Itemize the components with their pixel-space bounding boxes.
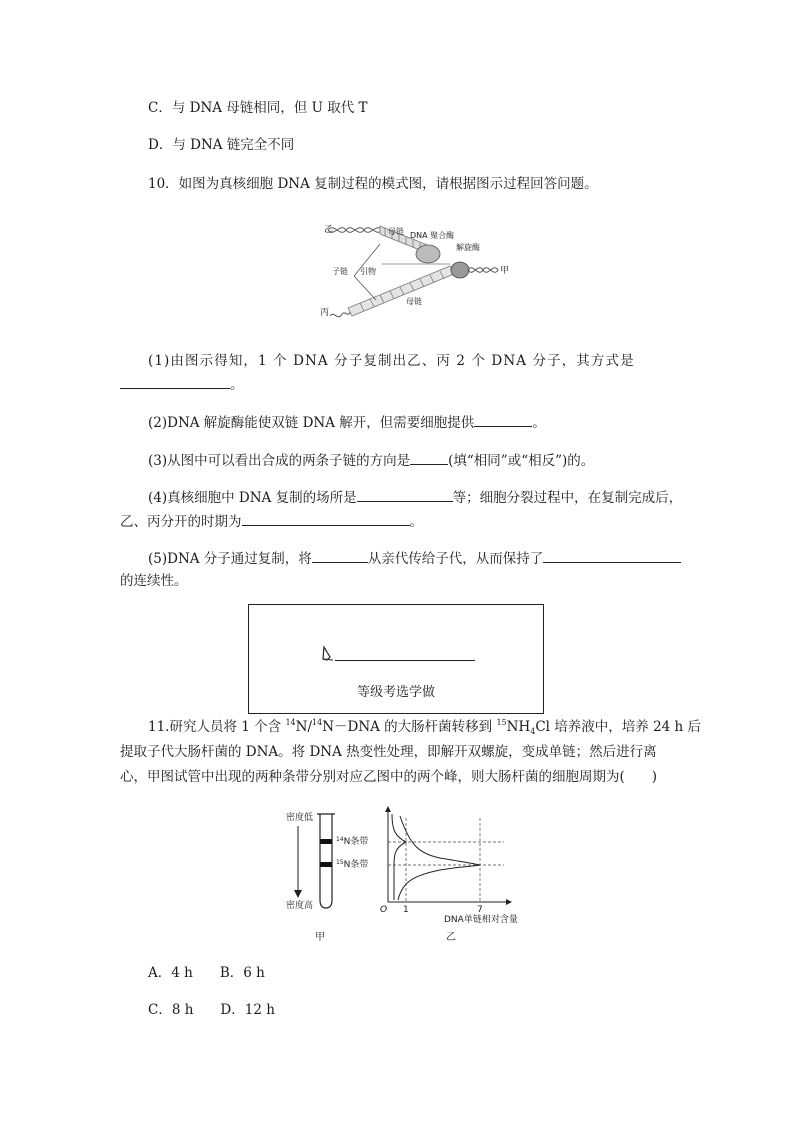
dna-polymerase-shape: [416, 245, 440, 263]
label-zilian: 子链: [332, 267, 348, 276]
section-box: [248, 604, 544, 714]
q10-sub2: (2)DNA 解旋酶能使双链 DNA 解开，但需要细胞提供 。: [148, 412, 546, 432]
band14-label: $^{14}$N条带: [336, 836, 369, 847]
q10-sub1-line2: 。: [120, 374, 244, 394]
density-low-label: 密度低: [286, 813, 314, 823]
option-d: D．与 DNA 链完全不同: [148, 137, 295, 153]
pencil-icon: [321, 645, 335, 663]
curve-15n: [398, 816, 480, 900]
label-muliang-top: 母链: [388, 227, 404, 236]
caption-jia: 甲: [315, 932, 325, 943]
q11-options-ab[interactable]: A．4 h B．6 h: [148, 965, 265, 981]
test-tube: [320, 814, 332, 908]
svg-text:1: 1: [403, 905, 409, 915]
caption-yi: 乙: [446, 932, 456, 943]
label-muliang-bottom: 母链: [406, 297, 422, 306]
q11-line1: 11.研究人员将 1 个含 $^{14}$N/$^{14}$N－DNA 的大肠杆菌转移到 $^{15}NH_4Cl$ 培养液中，培养 24 h 后: [148, 718, 702, 736]
q10-stem: 10．如图为真核细胞 DNA 复制过程的模式图，请根据图示过程回答问题。: [148, 176, 598, 192]
section-box-rule: [335, 660, 475, 661]
band15-label: $^{15}$N条带: [336, 859, 369, 870]
density-high-label: 密度高: [286, 901, 314, 911]
figure-jia-tube: [278, 808, 388, 944]
figure-yi-curve: [380, 806, 550, 946]
answer-blank-1[interactable]: [120, 374, 230, 389]
answer-blank-4[interactable]: [357, 487, 453, 502]
band-14n: [320, 839, 332, 844]
label-bing: 丙: [320, 308, 330, 318]
dna-replication-figure: [310, 214, 510, 322]
label-dna-polymerase: DNA 聚合酶: [410, 231, 455, 240]
label-yinwu: 引物: [360, 267, 376, 276]
helicase-shape: [451, 262, 469, 278]
q10-sub3: (3)从图中可以看出合成的两条子链的方向是 (填“相同”或“相反”)的。: [148, 450, 594, 470]
answer-blank-5[interactable]: [242, 511, 410, 526]
answer-blank-3[interactable]: [410, 450, 448, 465]
answer-blank-2[interactable]: [474, 412, 532, 427]
yi-helix: [328, 228, 382, 233]
section-box-title: 等级考选学做: [356, 685, 435, 700]
q11-options-cd[interactable]: C．8 h D．12 h: [148, 1002, 275, 1018]
q10-sub1-line1: (1)由图示得知，1 个 DNA 分子复制出乙、丙 2 个 DNA 分子，其方式是: [148, 353, 635, 369]
svg-text:7: 7: [477, 905, 483, 915]
q10-sub4-line2: 乙、丙分开的时期为 。: [120, 511, 423, 531]
q11-line2: 提取子代大肠杆菌的 DNA。将 DNA 热变性处理，即解开双螺旋，变成单链；然后进行离: [120, 744, 657, 760]
label-yi: 乙: [324, 225, 334, 235]
option-c: C．与 DNA 母链相同，但 U 取代 T: [148, 100, 368, 116]
q10-sub4-line1: (4)真核细胞中 DNA 复制的场所是 等；细胞分裂过程中，在复制完成后，: [148, 487, 682, 507]
q11-line3: 心，甲图试管中出现的两种条带分别对应乙图中的两个峰，则大肠杆菌的细胞周期为( ): [120, 769, 658, 785]
q10-sub5-line1: (5)DNA 分子通过复制，将 从亲代传给子代，从而保持了: [148, 548, 681, 568]
label-jia: 甲: [500, 266, 510, 276]
x-axis-label: DNA单链相对含量: [444, 915, 518, 925]
answer-blank-7[interactable]: [543, 548, 681, 563]
band-15n: [320, 862, 332, 867]
jia-helix: [468, 268, 498, 273]
svg-text:O: O: [380, 905, 388, 915]
label-helicase: 解旋酶: [456, 243, 480, 252]
q10-sub5-line2: 的连续性。: [120, 573, 188, 589]
answer-blank-6[interactable]: [312, 548, 368, 563]
